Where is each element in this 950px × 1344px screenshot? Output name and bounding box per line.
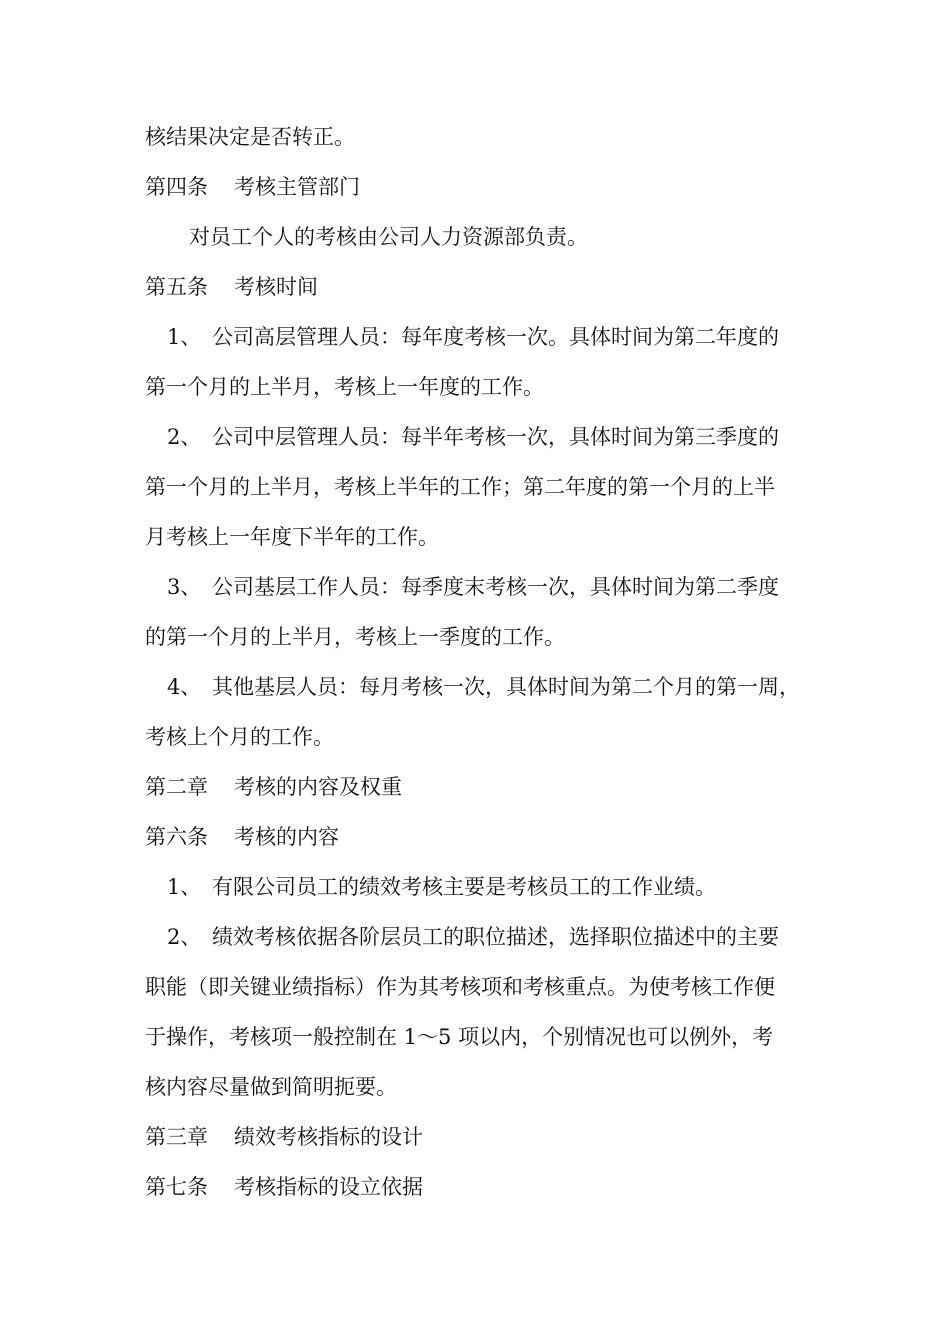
list-item-continuation: 的第一个月的上半月，考核上一季度的工作。	[145, 625, 565, 649]
chapter-3-heading	[145, 1112, 807, 1162]
document-body	[145, 112, 807, 1212]
article-6-heading	[145, 812, 807, 862]
list-item-continuation: 于操作，考核项一般控制在 1～5 项以内，个别情况也可以例外，考	[145, 1025, 774, 1049]
list-item-continuation: 职能（即关键业绩指标）作为其考核项和考核重点。为使考核工作便	[145, 975, 775, 999]
list-item	[145, 562, 807, 612]
list-item	[145, 912, 807, 962]
article-5-heading	[145, 262, 807, 312]
chapter-label: 第三章	[145, 1125, 208, 1149]
list-item-text: 其他基层人员：每月考核一次，具体时间为第二个月的第一周，	[212, 675, 800, 699]
article-title: 考核时间	[234, 275, 318, 299]
chapter-label: 第二章	[145, 775, 208, 799]
list-item-continuation: 核内容尽量做到简明扼要。	[145, 1075, 397, 1099]
list-item-text: 有限公司员工的绩效考核主要是考核员工的工作业绩。	[212, 875, 716, 899]
list-item-text: 公司基层工作人员：每季度末考核一次，具体时间为第二季度	[212, 575, 779, 599]
list-item	[145, 662, 807, 712]
list-item-number: 1、	[167, 325, 202, 349]
article-label: 第七条	[145, 1175, 208, 1199]
list-item-number: 4、	[167, 675, 202, 699]
article-label: 第六条	[145, 825, 208, 849]
list-item	[145, 862, 807, 912]
paragraph-text: 对员工个人的考核由公司人力资源部负责。	[189, 225, 588, 249]
paragraph-text: 核结果决定是否转正。	[145, 125, 355, 149]
article-label: 第五条	[145, 275, 208, 299]
list-item-number: 1、	[167, 875, 202, 899]
list-item-continuation: 第一个月的上半月，考核上一年度的工作。	[145, 375, 544, 399]
list-item-number: 2、	[167, 925, 202, 949]
list-item-number: 3、	[167, 575, 202, 599]
list-item-number: 2、	[167, 425, 202, 449]
list-item-text: 公司中层管理人员：每半年考核一次，具体时间为第三季度的	[212, 425, 779, 449]
list-item-text: 公司高层管理人员：每年度考核一次。具体时间为第二年度的	[212, 325, 779, 349]
article-title: 考核指标的设立依据	[234, 1175, 423, 1199]
article-4-heading	[145, 162, 807, 212]
list-item	[145, 412, 807, 462]
list-item-text: 绩效考核依据各阶层员工的职位描述，选择职位描述中的主要	[212, 925, 779, 949]
list-item	[145, 312, 807, 362]
list-item-continuation: 月考核上一年度下半年的工作。	[145, 525, 439, 549]
list-item-continuation: 第一个月的上半月，考核上半年的工作；第二年度的第一个月的上半	[145, 475, 775, 499]
chapter-2-heading	[145, 762, 807, 812]
chapter-title: 绩效考核指标的设计	[234, 1125, 423, 1149]
list-item-continuation: 考核上个月的工作。	[145, 725, 334, 749]
article-label: 第四条	[145, 175, 208, 199]
article-title: 考核主管部门	[234, 175, 360, 199]
chapter-title: 考核的内容及权重	[234, 775, 402, 799]
article-7-heading	[145, 1162, 807, 1212]
article-title: 考核的内容	[234, 825, 339, 849]
